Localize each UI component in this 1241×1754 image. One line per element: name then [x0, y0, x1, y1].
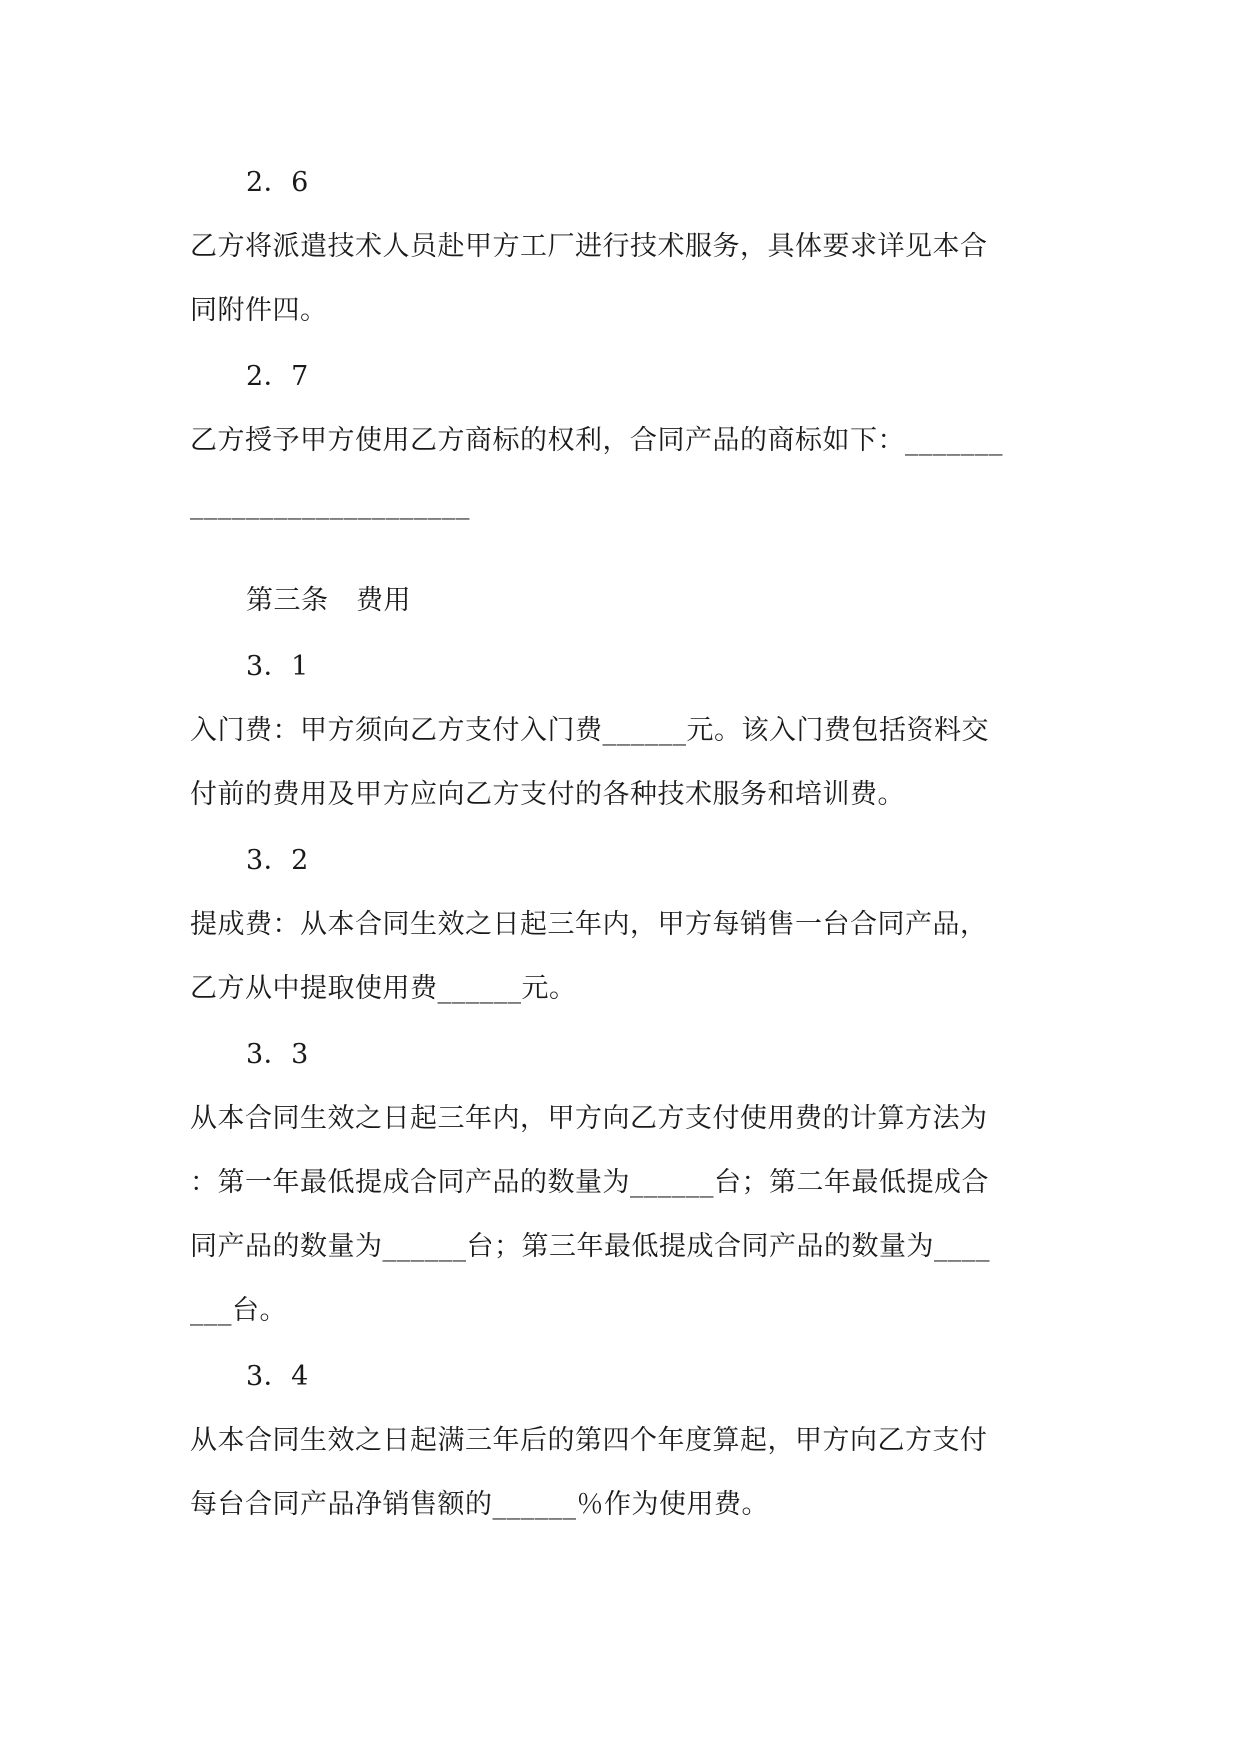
section-3-1-text-line-2: 付前的费用及甲方应向乙方支付的各种技术服务和培训费。: [190, 779, 905, 810]
section-2-7-text-line-2: ____________________: [190, 489, 470, 520]
section-3-3-text-line-2: ：第一年最低提成合同产品的数量为______台；第二年最低提成合: [190, 1167, 989, 1198]
section-2-6-text-line-2: 同附件四。: [190, 295, 328, 326]
section-3-2-text-line-2: 乙方从中提取使用费______元。: [190, 973, 577, 1004]
section-3-2-number: 3．2: [246, 845, 309, 876]
section-3-4-number: 3．4: [246, 1361, 309, 1392]
section-3-3-text-line-1: 从本合同生效之日起三年内，甲方向乙方支付使用费的计算方法为: [190, 1103, 988, 1134]
section-2-6-number: 2．6: [246, 167, 309, 198]
section-3-4-text-line-1: 从本合同生效之日起满三年后的第四个年度算起，甲方向乙方支付: [190, 1425, 988, 1456]
section-2-7-number: 2．7: [246, 361, 309, 392]
section-2-6-text-line-1: 乙方将派遣技术人员赴甲方工厂进行技术服务，具体要求详见本合: [190, 231, 988, 262]
article-3-heading: 第三条 费用: [246, 585, 411, 616]
section-3-1-number: 3．1: [246, 651, 309, 682]
section-3-3-text-line-3: 同产品的数量为______台；第三年最低提成合同产品的数量为____: [190, 1231, 990, 1262]
section-3-3-text-line-4: ___台。: [190, 1295, 287, 1326]
section-2-7-text-line-1: 乙方授予甲方使用乙方商标的权利，合同产品的商标如下：_______: [190, 425, 1003, 456]
section-3-4-text-line-2: 每台合同产品净销售额的______％作为使用费。: [190, 1489, 769, 1520]
section-3-2-text-line-1: 提成费：从本合同生效之日起三年内，甲方每销售一台合同产品，: [190, 909, 988, 940]
section-3-3-number: 3．3: [246, 1039, 309, 1070]
section-3-1-text-line-1: 入门费：甲方须向乙方支付入门费______元。该入门费包括资料交: [190, 715, 989, 746]
